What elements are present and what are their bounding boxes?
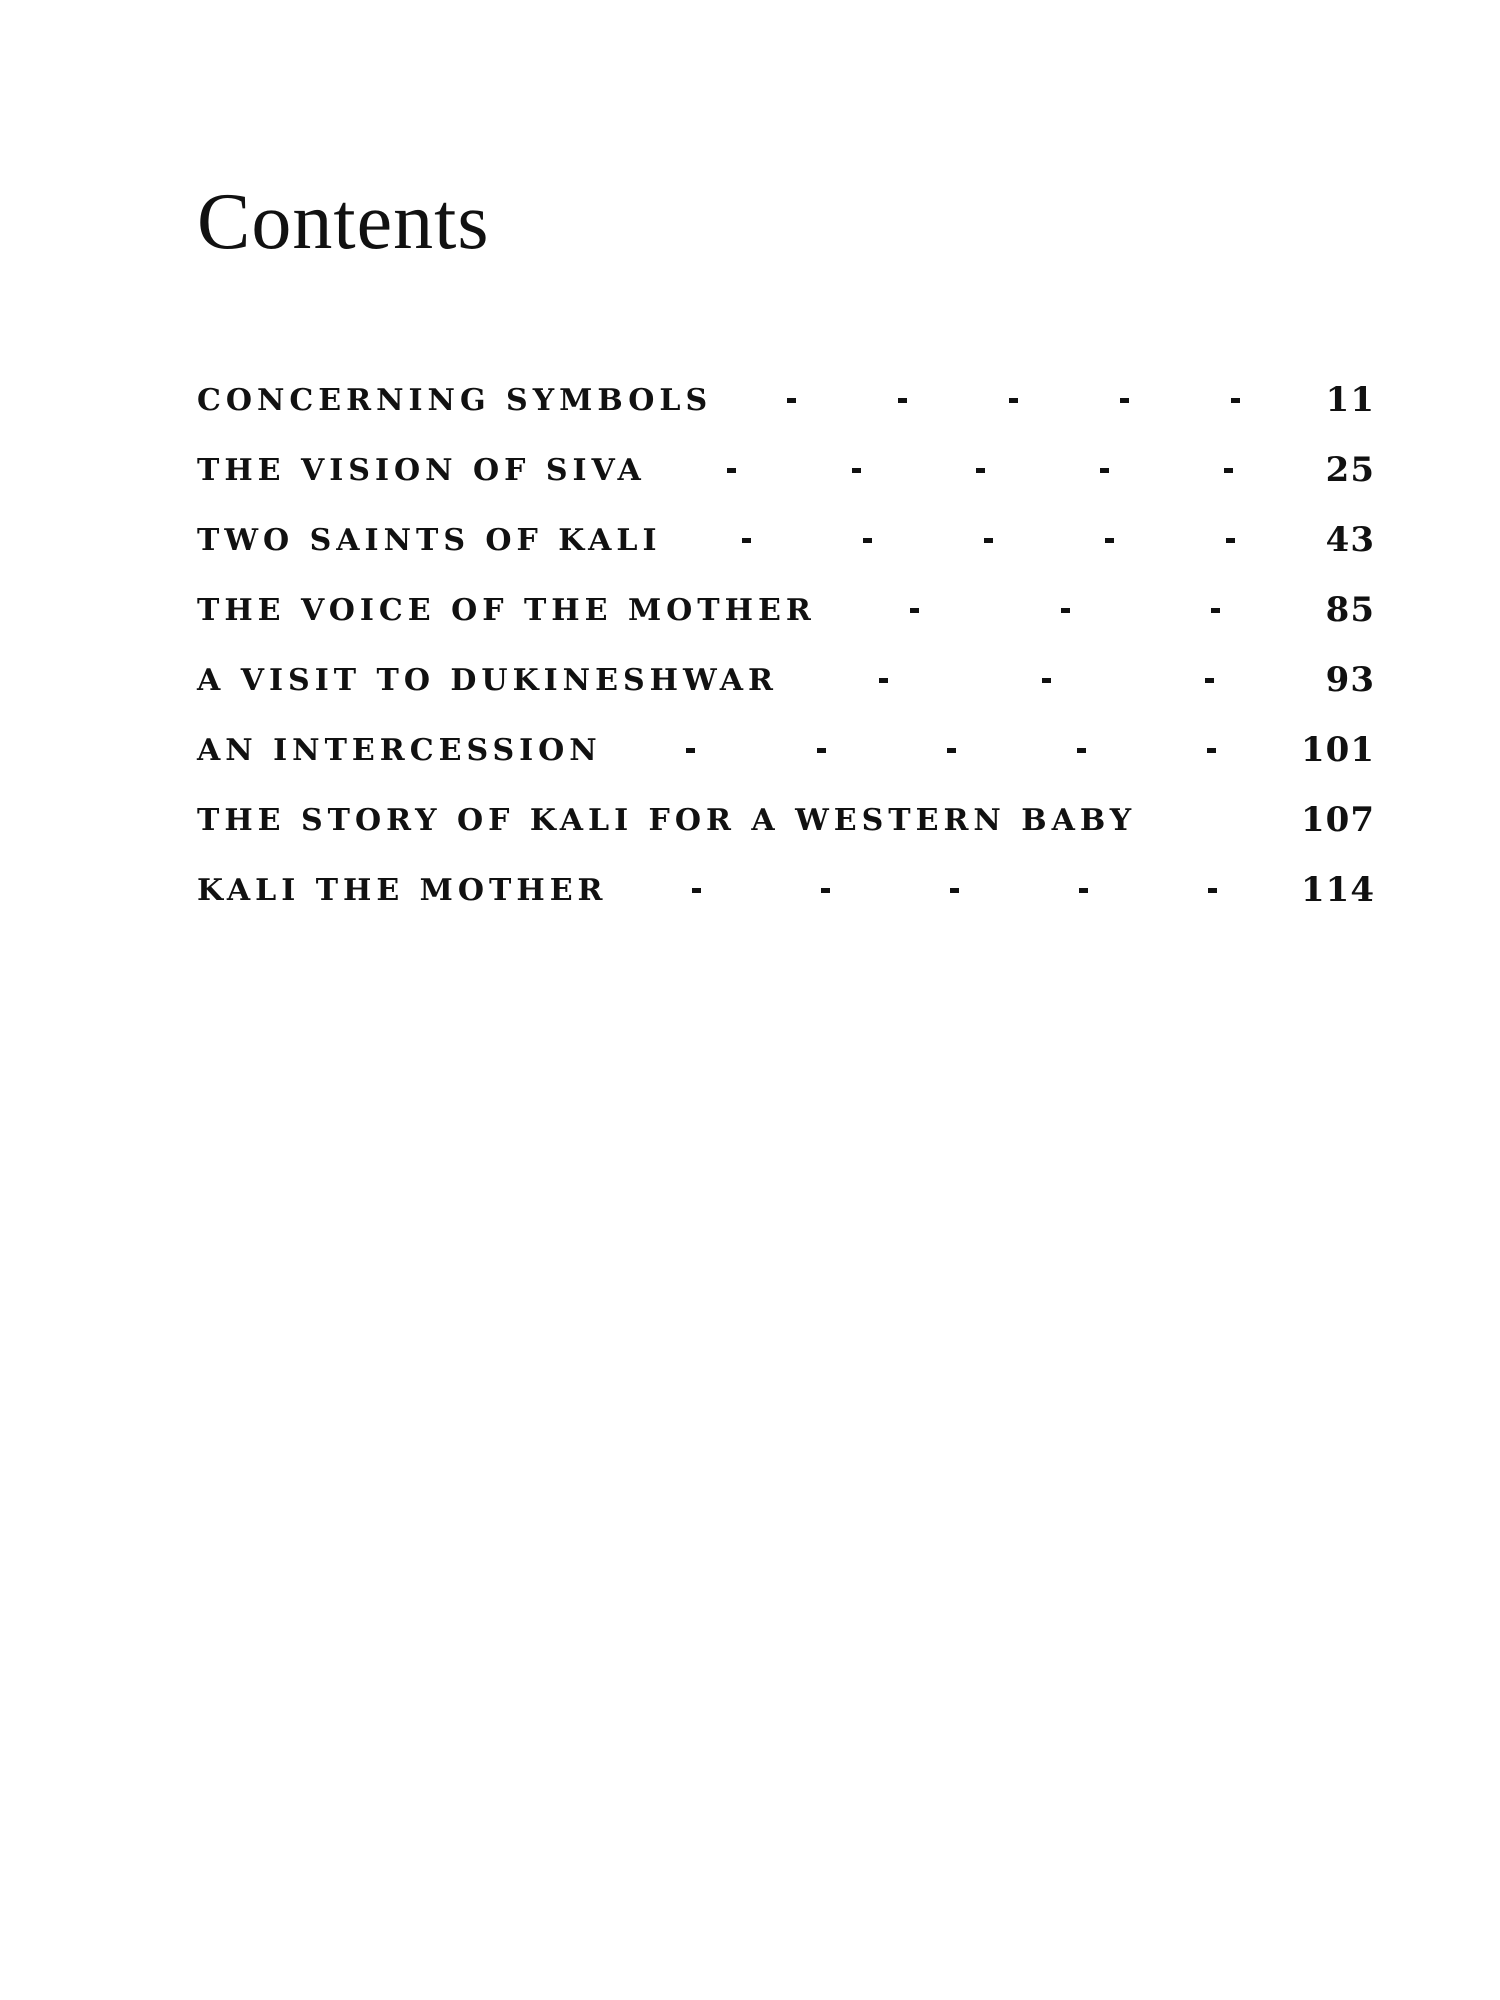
toc-entry [197, 365, 1375, 435]
toc-entry-title: KALI THE MOTHER [197, 872, 608, 908]
toc-entry-page-number: 85 [1325, 590, 1375, 630]
table-of-contents [197, 365, 1375, 925]
toc-entry [197, 715, 1375, 785]
leader-dash [1100, 468, 1109, 473]
toc-entry-title: THE STORY OF KALI FOR A WESTERN BABY [197, 802, 1137, 838]
toc-entry [197, 855, 1375, 925]
leader-dash [879, 678, 888, 683]
toc-entry [197, 505, 1375, 575]
toc-entry-page-number: 107 [1301, 800, 1375, 840]
leader-dash [692, 888, 701, 893]
toc-entry [197, 435, 1375, 505]
leader-dash [1224, 468, 1233, 473]
leader-dash [1061, 608, 1070, 613]
toc-entry [197, 645, 1375, 715]
leader-dash [1226, 538, 1235, 543]
dot-leader [632, 888, 1278, 893]
leader-dash [1042, 678, 1051, 683]
toc-entry-page-number: 101 [1301, 730, 1375, 770]
leader-dash [1207, 748, 1216, 753]
leader-dash [821, 888, 830, 893]
toc-entry-title: TWO SAINTS OF KALI [197, 522, 662, 558]
leader-dash [852, 468, 861, 473]
leader-dash [984, 538, 993, 543]
toc-entry-title: A VISIT TO DUKINESHWAR [197, 662, 778, 698]
leader-dash [1077, 748, 1086, 753]
leader-dash [1105, 538, 1114, 543]
leader-dash [976, 468, 985, 473]
toc-entry-title: THE VISION OF SIVA [197, 452, 646, 488]
dot-leader [670, 468, 1291, 473]
page-title: Contents [197, 178, 490, 266]
leader-dash [1205, 678, 1214, 683]
toc-entry-title: THE VOICE OF THE MOTHER [197, 592, 816, 628]
leader-dash [1231, 398, 1240, 403]
toc-entry-page-number: 11 [1325, 380, 1375, 420]
leader-dash [1120, 398, 1129, 403]
leader-dash [686, 748, 695, 753]
leader-dash [1079, 888, 1088, 893]
leader-dash [910, 608, 919, 613]
toc-entry [197, 575, 1375, 645]
dot-leader [736, 398, 1291, 403]
dot-leader [686, 538, 1291, 543]
leader-dash [1211, 608, 1220, 613]
leader-dash [863, 538, 872, 543]
leader-dash [742, 538, 751, 543]
toc-entry [197, 785, 1375, 855]
toc-entry-page-number: 25 [1325, 450, 1375, 490]
toc-entry-page-number: 43 [1325, 520, 1375, 560]
leader-dash [817, 748, 826, 753]
leader-dash [727, 468, 736, 473]
dot-leader [626, 748, 1277, 753]
leader-dash [898, 398, 907, 403]
toc-entry-title: AN INTERCESSION [197, 732, 602, 768]
dot-leader [840, 608, 1291, 613]
leader-dash [787, 398, 796, 403]
toc-entry-page-number: 93 [1325, 660, 1375, 700]
toc-entry-page-number: 114 [1301, 870, 1375, 910]
leader-dash [1009, 398, 1018, 403]
dot-leader [802, 678, 1291, 683]
leader-dash [1208, 888, 1217, 893]
leader-dash [950, 888, 959, 893]
leader-dash [947, 748, 956, 753]
toc-entry-title: CONCERNING SYMBOLS [197, 382, 713, 418]
